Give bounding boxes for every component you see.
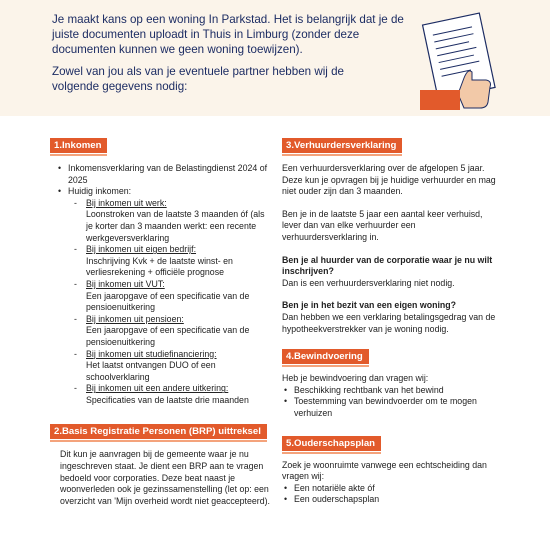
sub-list-item (74, 198, 270, 244)
list-item: • Een notariële akte óf (282, 483, 496, 495)
section-inkomen (50, 138, 270, 406)
sub-item-text: Een jaaropgave of een specificatie van de pensioenuitkering (86, 325, 250, 347)
ouder-list (282, 483, 496, 506)
section-bewindvoering (282, 349, 496, 419)
list-item: • Inkomensverklaring van de Belastingdienst 2024 of 2025 (58, 163, 270, 186)
intro-paragraph: Je maakt kans op een woning In Parkstad. Het is belangrijk dat je de juiste documenten uploadt in Thuis in Limburg (zonder deze documenten kunnen we geen woning toewijzen). (52, 13, 404, 56)
sub-item-text: Inschrijving Kvk + de laatste winst- en verliesrekening + officiële prognose (86, 255, 233, 278)
section-brp (50, 424, 270, 507)
sub-item-text: Het laatst ontvangen DUO of een schoolverklaring (86, 360, 216, 382)
inkomen-list (50, 163, 270, 406)
section-heading-bewindvoering: 4.Bewindvoering (282, 349, 369, 364)
list-item: • Toestemming van bewindvoerder om te mogen verhuizen (282, 396, 496, 419)
document-thumbs-up-icon (412, 12, 512, 116)
verhuurder-answer: Dan hebben we een verklaring betalingsgedrag van de hypotheekverstrekker van je woning nodig. (282, 311, 496, 334)
verhuurder-question: Ben je in het bezit van een eigen woning? (282, 300, 457, 311)
ouder-intro: Zoek je woonruimte vanwege een echtscheiding dan vragen wij: (282, 459, 487, 482)
verhuurder-paragraph: Een verhuurdersverklaring over de afgelopen 5 jaar. Deze kun je opvragen bij je huidige verhuurder en mag niet ouder zijn dan 3 maanden. (282, 163, 496, 197)
sub-item-label: Bij inkomen uit werk: (86, 197, 167, 208)
sub-item-label: Bij inkomen uit VUT: (86, 278, 165, 289)
left-column (50, 138, 270, 507)
list-item (58, 186, 270, 406)
brp-text: Dit kun je aanvragen bij de gemeente waar je nu ingeschreven staat. Je dient een BRP aan te vragen bedoeld voor corporaties. Deze beat naast je woonverleden ook je gezinssamenstelling (let op: een overzicht van 'Mijn overheid wordt niet geaccepteerd). (60, 449, 270, 506)
verhuurder-paragraph: Ben je in de laatste 5 jaar een aantal keer verhuisd, lever dan van elke verhuurder een verhuurdersverklaring in. (282, 208, 483, 242)
sub-list-item (74, 349, 270, 384)
list-item-label: Huidig inkomen: (68, 186, 132, 197)
section-heading-verhuurdersverklaring: 3.Verhuurdersverklaring (282, 138, 402, 153)
sub-item-label: Bij inkomen uit studiefinanciering: (86, 348, 217, 359)
intro-banner (0, 0, 550, 116)
sub-list-item (74, 383, 270, 406)
sub-item-text: Een jaaropgave of een specificatie van de pensioenuitkering (86, 290, 250, 313)
section-heading-inkomen: 1.Inkomen (50, 138, 107, 153)
section-verhuurdersverklaring (282, 138, 496, 335)
list-item: • Beschikking rechtbank van het bewind (282, 385, 496, 397)
sub-item-text: Specificaties van de laatste drie maanden (86, 394, 249, 405)
intro-paragraph-2: Zowel van jou als van je eventuele partner hebben wij de volgende gegevens nodig: (52, 65, 344, 93)
section-heading-brp: 2.Basis Registratie Personen (BRP) uittreksel (50, 424, 267, 439)
list-item: • Een ouderschapsplan (282, 494, 496, 506)
section-heading-ouderschapsplan: 5.Ouderschapsplan (282, 436, 381, 451)
sub-list-item (74, 314, 270, 349)
verhuurder-question: Ben je al huurder van de corporatie waar je nu wilt inschrijven? (282, 254, 493, 277)
huidig-inkomen-list (68, 198, 270, 407)
sub-list-item (74, 279, 270, 314)
right-column (282, 138, 496, 506)
sub-list-item (74, 244, 270, 279)
bewind-list (282, 385, 496, 420)
sub-item-label: Bij inkomen uit pensioen: (86, 313, 184, 324)
verhuurder-answer: Dan is een verhuurdersverklaring niet nodig. (282, 277, 455, 288)
sub-item-text: Loonstroken van de laatste 3 maanden óf (als je korter dan 3 maanden werkt: een recente werkgeversverklaring (86, 209, 265, 243)
section-ouderschapsplan (282, 436, 496, 506)
bewind-intro: Heb je bewindvoering dan vragen wij: (282, 373, 429, 384)
sub-item-label: Bij inkomen uit een andere uitkering: (86, 383, 229, 394)
sub-item-label: Bij inkomen uit eigen bedrijf: (86, 244, 197, 255)
